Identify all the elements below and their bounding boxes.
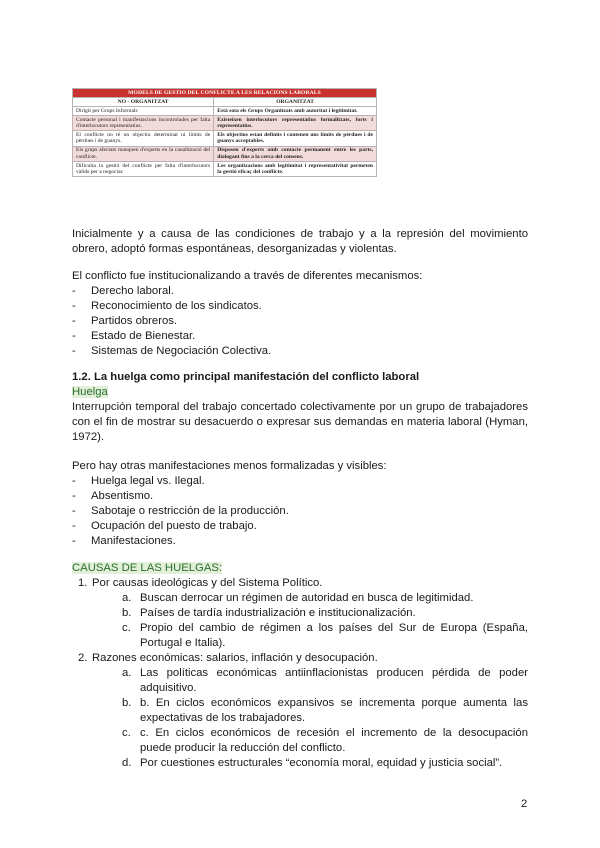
causes-title-row bbox=[72, 561, 528, 576]
cause-item bbox=[72, 651, 528, 666]
cause-text: Razones económicas: salarios, inflación y desocupación. bbox=[92, 652, 378, 664]
dash-marker: - bbox=[72, 315, 76, 327]
list-item bbox=[72, 344, 528, 359]
table-cell: El conflicte no té un objectiu determinat ni límits de pèrdues i de guanys. bbox=[73, 131, 214, 146]
subitem-letter: c. bbox=[122, 727, 131, 739]
list-item-text: Derecho laboral. bbox=[91, 285, 174, 297]
subitem-text: Buscan derrocar un régimen de autoridad en busca de legitimidad. bbox=[140, 592, 474, 604]
subitem-letter: c. bbox=[122, 622, 131, 634]
list-item bbox=[72, 489, 528, 504]
cause-text: Por causas ideológicas y del Sistema Político. bbox=[92, 577, 323, 589]
cause-subitem bbox=[72, 606, 528, 621]
cause-number: 2. bbox=[78, 652, 88, 664]
table-row bbox=[73, 146, 377, 161]
table-cell: Els objectius estan definits i contenen uns límits de pèrdues i de guanys acceptables. bbox=[214, 131, 377, 146]
subitem-letter: b. bbox=[122, 607, 132, 619]
table-cell: Les organitzacions amb legitimitat i representativitat permeten la gestió eficaç del conflicte. bbox=[214, 162, 377, 177]
subitem-text: Las políticas económicas antiinflacionistas producen pérdida de poder adquisitivo. bbox=[140, 667, 528, 694]
table-cell: Existeixen interlocutors representatius formalitzats, forts i representatius. bbox=[214, 115, 377, 130]
dash-marker: - bbox=[72, 475, 76, 487]
table-row bbox=[73, 162, 377, 177]
dash-marker: - bbox=[72, 520, 76, 532]
table-cell: Contacte personal i manifestacions incontrolades per falta d'interlocutors representatius. bbox=[73, 115, 214, 130]
list-item-text: Reconocimiento de los sindicatos. bbox=[91, 300, 262, 312]
cause-subitem bbox=[72, 756, 528, 771]
list-item-text: Manifestaciones. bbox=[91, 535, 176, 547]
mechanisms-list bbox=[72, 284, 528, 359]
list-item-text: Absentismo. bbox=[91, 490, 154, 502]
list-item bbox=[72, 299, 528, 314]
huelga-label: Huelga bbox=[72, 386, 108, 398]
list-item bbox=[72, 284, 528, 299]
list-item bbox=[72, 519, 528, 534]
mechanisms-intro: El conflicto fue institucionalizando a través de diferentes mecanismos: bbox=[72, 270, 423, 282]
subitem-letter: d. bbox=[122, 757, 132, 769]
intro-paragraph: Inicialmente y a causa de las condiciones de trabajo y a la represión del movimiento obrero, adoptó formas espontáneas, desorganizadas y violentas. bbox=[72, 228, 528, 255]
dash-marker: - bbox=[72, 535, 76, 547]
causes-list bbox=[72, 576, 528, 771]
table-cell: Dirigit per Grups Informals bbox=[73, 106, 214, 115]
table-title: MODELS DE GESTIO DEL CONFLICTE A LES RELACIONS LABORALS bbox=[73, 89, 377, 98]
conflict-models-table bbox=[72, 88, 377, 177]
dash-marker: - bbox=[72, 285, 76, 297]
dash-marker: - bbox=[72, 330, 76, 342]
list-item-text: Ocupación del puesto de trabajo. bbox=[91, 520, 257, 532]
list-item bbox=[72, 504, 528, 519]
table-header-left: NO - ORGANITZAT bbox=[73, 98, 214, 106]
subitem-letter: a. bbox=[122, 592, 132, 604]
huelga-definition: Interrupción temporal del trabajo concertado colectivamente por un grupo de trabajadores con el fin de mostrar su desacuerdo o expresar sus demandas en materia laboral (Hyman, 1972). bbox=[72, 401, 528, 443]
cause-subitem bbox=[72, 621, 528, 651]
page-number: 2 bbox=[521, 798, 528, 810]
cause-subitem bbox=[72, 666, 528, 696]
section-heading: 1.2. La huelga como principal manifestación del conflicto laboral bbox=[72, 371, 420, 383]
table-cell: Està sota els Grups Organitzats amb autoritat i legitimitat. bbox=[214, 106, 377, 115]
cause-subitem bbox=[72, 696, 528, 726]
dash-marker: - bbox=[72, 345, 76, 357]
subitem-text: Países de tardía industrialización e institucionalización. bbox=[140, 607, 416, 619]
table-row bbox=[73, 131, 377, 146]
dash-marker: - bbox=[72, 490, 76, 502]
huelga-label-row bbox=[72, 385, 528, 400]
list-item-text: Sabotaje o restricción de la producción. bbox=[91, 505, 289, 517]
subitem-text: b. En ciclos económicos expansivos se incrementa porque aumenta las expectativas de los trabajadores. bbox=[140, 697, 528, 724]
list-item bbox=[72, 474, 528, 489]
table-row bbox=[73, 106, 377, 115]
subitem-text: Por cuestiones estructurales “economía moral, equidad y justicia social”. bbox=[140, 757, 503, 769]
list-item bbox=[72, 534, 528, 549]
subitem-letter: a. bbox=[122, 667, 132, 679]
list-item-text: Estado de Bienestar. bbox=[91, 330, 196, 342]
cause-subitem bbox=[72, 591, 528, 606]
list-item-text: Partidos obreros. bbox=[91, 315, 178, 327]
table-row bbox=[73, 115, 377, 130]
dash-marker: - bbox=[72, 300, 76, 312]
table-header-right: ORGANITZAT bbox=[214, 98, 377, 106]
causes-title: CAUSAS DE LAS HUELGAS: bbox=[72, 562, 223, 574]
dash-marker: - bbox=[72, 505, 76, 517]
subitem-text: Propio del cambio de régimen a los países del Sur de Europa (España, Portugal e Italia). bbox=[140, 622, 528, 649]
table-cell: Els grups afectats manquen d'experts en la canalització del conflicte. bbox=[73, 146, 214, 161]
list-item-text: Sistemas de Negociación Colectiva. bbox=[91, 345, 272, 357]
cause-number: 1. bbox=[78, 577, 88, 589]
table-cell: Dificulta la gestió del conflicte per falta d'interlocutors vàlids per a negociar. bbox=[73, 162, 214, 177]
subitem-text: c. En ciclos económicos de recesión el incremento de la desocupación puede producir la reducción del conflicto. bbox=[140, 727, 528, 754]
cause-subitem bbox=[72, 726, 528, 756]
table-cell: Disposen d'experts amb contacte permanent entre les parts, dialogant fins a la cerca del consens. bbox=[214, 146, 377, 161]
subitem-letter: b. bbox=[122, 697, 132, 709]
list-item bbox=[72, 314, 528, 329]
list-item bbox=[72, 329, 528, 344]
other-manifestations-list bbox=[72, 474, 528, 549]
list-item-text: Huelga legal vs. Ilegal. bbox=[91, 475, 205, 487]
other-manifestations-intro: Pero hay otras manifestaciones menos formalizadas y visibles: bbox=[72, 460, 387, 472]
cause-item bbox=[72, 576, 528, 591]
